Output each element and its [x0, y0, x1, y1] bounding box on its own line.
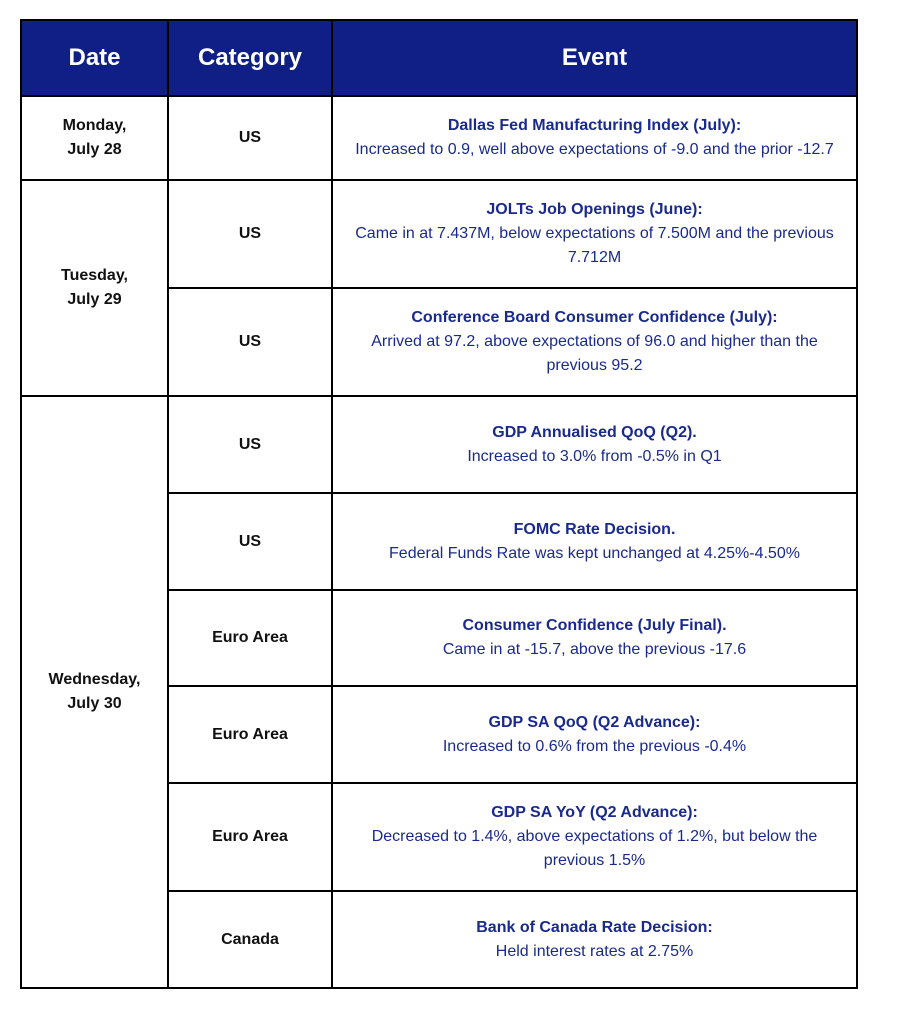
date-weekday: Wednesday, [48, 671, 141, 688]
event-cell [332, 686, 857, 783]
category-cell: US [168, 288, 332, 396]
date-day: July 29 [67, 291, 122, 308]
event-description: Increased to 3.0% from -0.5% in Q1 [467, 447, 722, 465]
table-row [21, 96, 857, 180]
date-cell [21, 396, 168, 988]
event-cell [332, 288, 857, 396]
category-cell: US [168, 180, 332, 288]
event-title: Dallas Fed Manufacturing Index (July): [447, 117, 742, 134]
event-title: Bank of Canada Rate Decision: [476, 918, 713, 936]
event-cell [332, 783, 857, 891]
header-event: Event [332, 20, 857, 96]
event-title: Consumer Confidence (July Final). [462, 617, 727, 634]
event-title: JOLTs Job Openings (June): [486, 201, 703, 218]
event-description: Held interest rates at 2.75% [495, 942, 694, 960]
event-title: Conference Board Consumer Confidence (July): [411, 309, 778, 326]
event-cell [332, 493, 857, 590]
table-header-row [21, 20, 857, 96]
event-description: Came in at -15.7, above the previous -17.6 [442, 641, 747, 658]
date-day: July 30 [67, 695, 122, 712]
table-row [21, 396, 857, 493]
date-cell [21, 96, 168, 180]
event-cell [332, 180, 857, 288]
event-description: Increased to 0.9, well above expectations of -9.0 and the prior -12.7 [355, 141, 834, 158]
category-cell: Euro Area [168, 783, 332, 891]
economic-calendar-table [20, 19, 858, 989]
event-description: Decreased to 1.4%, above expectations of 1.2%, but below the previous 1.5% [371, 828, 818, 869]
date-weekday: Monday, [62, 117, 127, 134]
category-cell: Euro Area [168, 590, 332, 686]
event-title: GDP SA YoY (Q2 Advance): [491, 804, 698, 821]
event-cell [332, 891, 857, 988]
date-day: July 28 [67, 141, 122, 158]
event-description: Federal Funds Rate was kept unchanged at 4.25%-4.50% [389, 544, 800, 562]
event-cell [332, 590, 857, 686]
event-description: Increased to 0.6% from the previous -0.4% [442, 737, 747, 755]
category-cell: US [168, 493, 332, 590]
event-description: Arrived at 97.2, above expectations of 96.0 and higher than the previous 95.2 [371, 333, 818, 374]
date-weekday: Tuesday, [61, 267, 128, 284]
event-title: GDP Annualised QoQ (Q2). [492, 423, 697, 441]
category-cell: Canada [168, 891, 332, 988]
event-title: GDP SA QoQ (Q2 Advance): [488, 713, 701, 731]
date-cell [21, 180, 168, 396]
event-description: Came in at 7.437M, below expectations of 7.500M and the previous 7.712M [355, 225, 834, 266]
table-row [21, 180, 857, 288]
category-cell: Euro Area [168, 686, 332, 783]
event-cell [332, 96, 857, 180]
event-cell [332, 396, 857, 493]
category-cell: US [168, 396, 332, 493]
header-category: Category [168, 20, 332, 96]
event-title: FOMC Rate Decision. [513, 520, 676, 538]
header-date: Date [21, 20, 168, 96]
category-cell: US [168, 96, 332, 180]
